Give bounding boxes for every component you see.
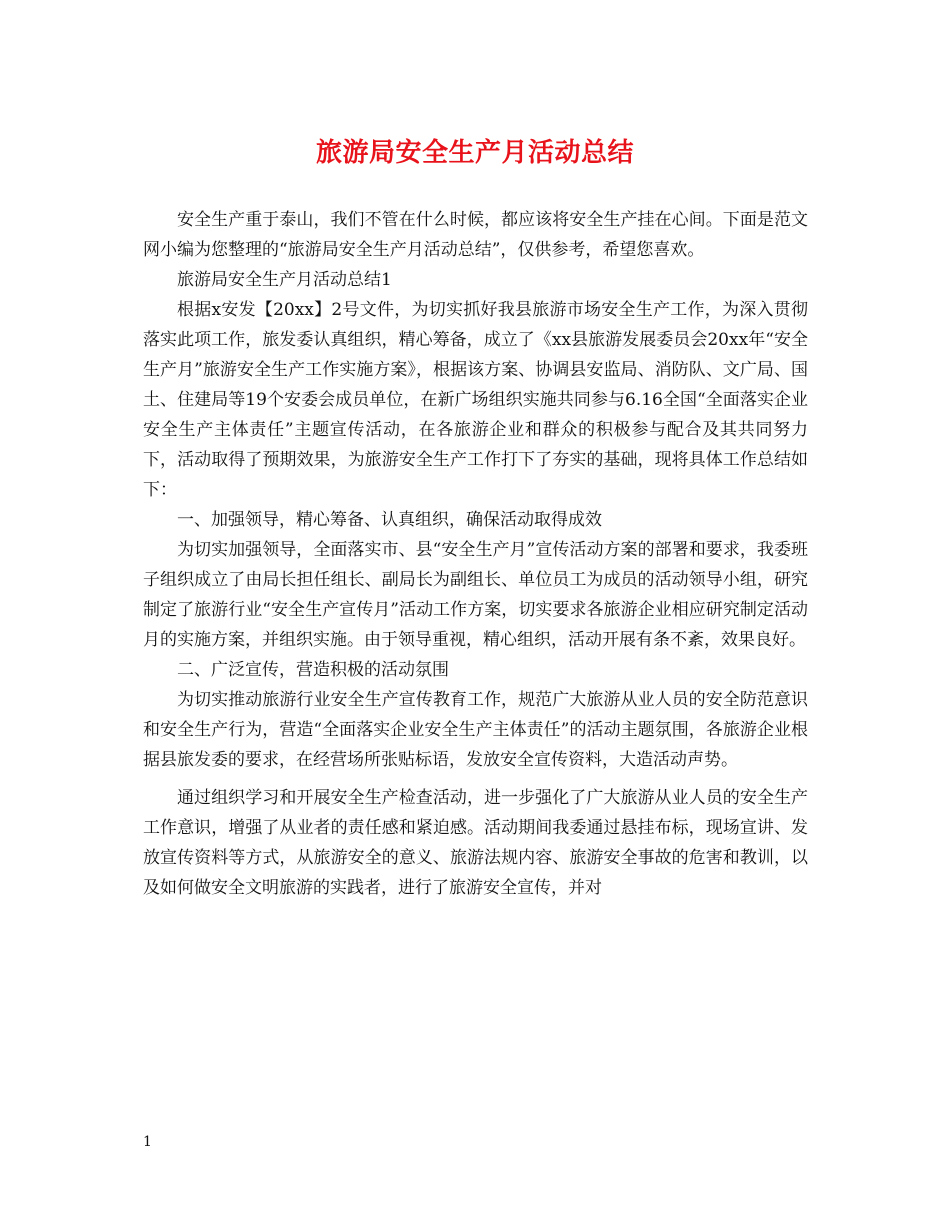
page-number: 1 [143, 1134, 152, 1150]
paragraph-study: 通过组织学习和开展安全生产检查活动，进一步强化了广大旅游从业人员的安全生产工作意识，增强了从业者的责任感和紧迫感。活动期间我委通过悬挂布标，现场宣讲、发放宣传资料等方式，从旅游安全的意义、旅游法规内容、旅游安全事故的危害和教训，以及如何做安全文明旅游的实践者，进行了旅游安全宣传，并对 [143, 788, 808, 898]
paragraph-intro: 安全生产重于泰山，我们不管在什么时候，都应该将安全生产挂在心间。下面是范文网小编为您整理的“旅游局安全生产月活动总结”，仅供参考，希望您喜欢。 [143, 210, 808, 260]
paragraph-subtitle: 旅游局安全生产月活动总结1 [177, 270, 392, 290]
section-heading-2: 二、广泛宣传，营造积极的活动氛围 [177, 660, 449, 680]
section-heading-1: 一、加强领导，精心筹备、认真组织，确保活动取得成效 [177, 510, 602, 530]
paragraph-leadership: 为切实加强领导，全面落实市、县“安全生产月”宣传活动方案的部署和要求，我委班子组织成立了由局长担任组长、副局长为副组长、单位员工为成员的活动领导小组，研究制定了旅游行业“安全生产宣传月”活动工作方案，切实要求各旅游企业相应研究制定活动月的实施方案，并组织实施。由于领导重视，精心组织，活动开展有条不紊，效果良好。 [143, 540, 808, 650]
document-title: 旅游局安全生产月活动总结 [315, 138, 634, 168]
document-body [143, 205, 808, 903]
paragraph-publicity: 为切实推动旅游行业安全生产宣传教育工作，规范广大旅游从业人员的安全防范意识和安全生产行为，营造“全面落实企业安全生产主体责任”的活动主题氛围，各旅游企业根据县旅发委的要求，在经营场所张贴标语，发放安全宣传资料，大造活动声势。 [143, 690, 808, 770]
paragraph-background: 根据x安发【20xx】2号文件，为切实抓好我县旅游市场安全生产工作，为深入贯彻落实此项工作，旅发委认真组织，精心筹备，成立了《xx县旅游发展委员会20xx年“安全生产月”旅游安全生产工作实施方案》，根据该方案、协调县安监局、消防队、文广局、国土、住建局等19个安委会成员单位，在新广场组织实施共同参与6.16全国“全面落实企业安全生产主体责任”主题宣传活动，在各旅游企业和群众的积极参与配合及其共同努力下，活动取得了预期效果，为旅游安全生产工作打下了夯实的基础，现将具体工作总结如下： [143, 300, 808, 500]
